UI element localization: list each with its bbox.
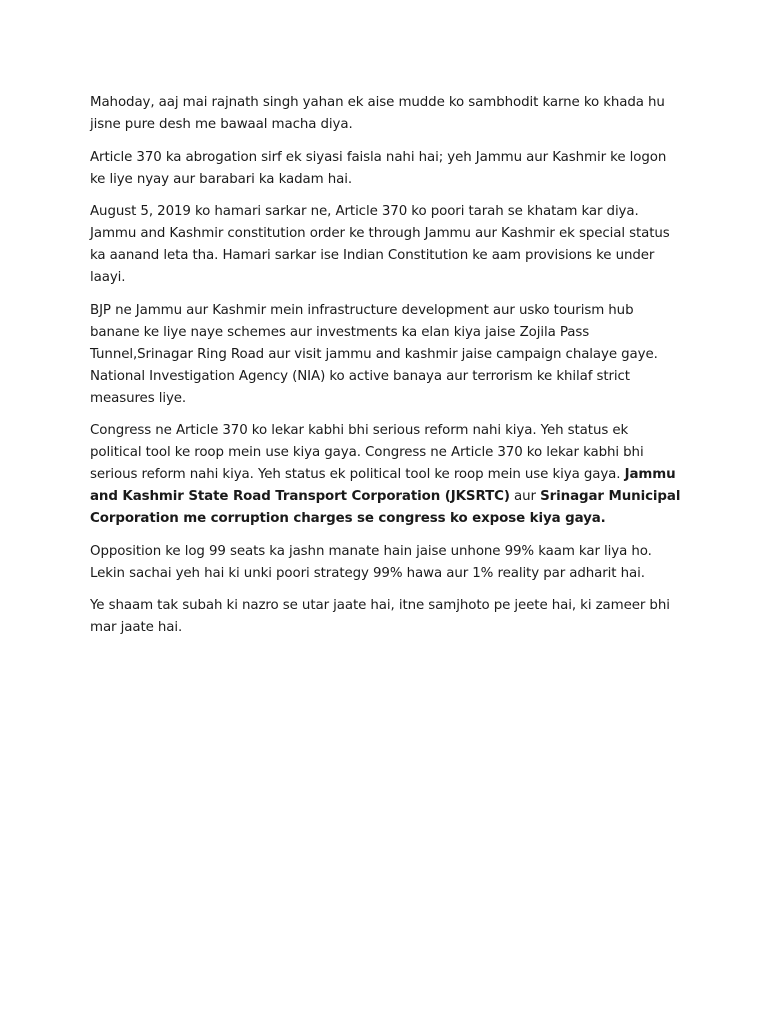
paragraph-text: Opposition ke log 99 seats ka jashn manate hain jaise unhone 99% kaam kar liya ho. Lekin sachai yeh hai ki unki poori strategy 99% hawa aur 1% reality par adharit hai. (90, 543, 652, 581)
paragraph-opposition (90, 541, 682, 585)
bold-text-jksrtc: Jammu and Kashmir State Road Transport Corporation (JKSRTC) (90, 467, 676, 504)
paragraph-august-5 (90, 201, 682, 289)
paragraph-closing (90, 595, 682, 639)
paragraph-text: Article 370 ka abrogation sirf ek siyasi faisla nahi hai; yeh Jammu aur Kashmir ke logon ke liye nyay aur barabari ka kadam hai. (90, 149, 667, 187)
paragraph-article-370 (90, 147, 682, 191)
paragraph-text-connector: aur (509, 489, 541, 504)
paragraph-bjp-development (90, 300, 682, 410)
paragraph-text: Mahoday, aaj mai rajnath singh yahan ek aise mudde ko sambhodit karne ko khada hu jisne pure desh me bawaal macha diya. (90, 95, 665, 132)
paragraph-text: Congress ne Article 370 ko lekar kabhi bhi serious reform nahi kiya. Yeh status ek political tool ke roop mein use kiya gaya. Congress ne Article 370 ko lekar kabhi bhi serious reform nahi kiya. Yeh status ek political tool ke roop mein use kiya gaya. (90, 423, 644, 482)
paragraph-text: BJP ne Jammu aur Kashmir mein infrastructure development aur usko tourism hub banane ke liye naye schemes aur investments ka elan kiya jaise Zojila Pass Tunnel,Srinagar Ring Road aur visit jammu and kashmir jaise campaign chalaye gaye. National Investigation Agency (NIA) ko active banaya aur terrorism ke khilaf strict measures liye. (90, 302, 658, 406)
paragraph-intro (90, 92, 682, 136)
paragraph-text: August 5, 2019 ko hamari sarkar ne, Article 370 ko poori tarah se khatam kar diya. Jammu and Kashmir constitution order ke through Jammu aur Kashmir ek special status ka aanand leta tha. Hamari sarkar ise Indian Constitution ke aam provisions ke under laayi. (90, 204, 670, 285)
paragraph-congress (90, 420, 682, 530)
bold-text-srinagar-corporation: Srinagar Municipal Corporation me corruption charges se congress ko expose kiya gaya. (90, 489, 681, 526)
paragraph-text: Ye shaam tak subah ki nazro se utar jaate hai, itne samjhoto pe jeete hai, ki zameer bhi mar jaate hai. (90, 598, 670, 635)
document-body (90, 92, 682, 650)
